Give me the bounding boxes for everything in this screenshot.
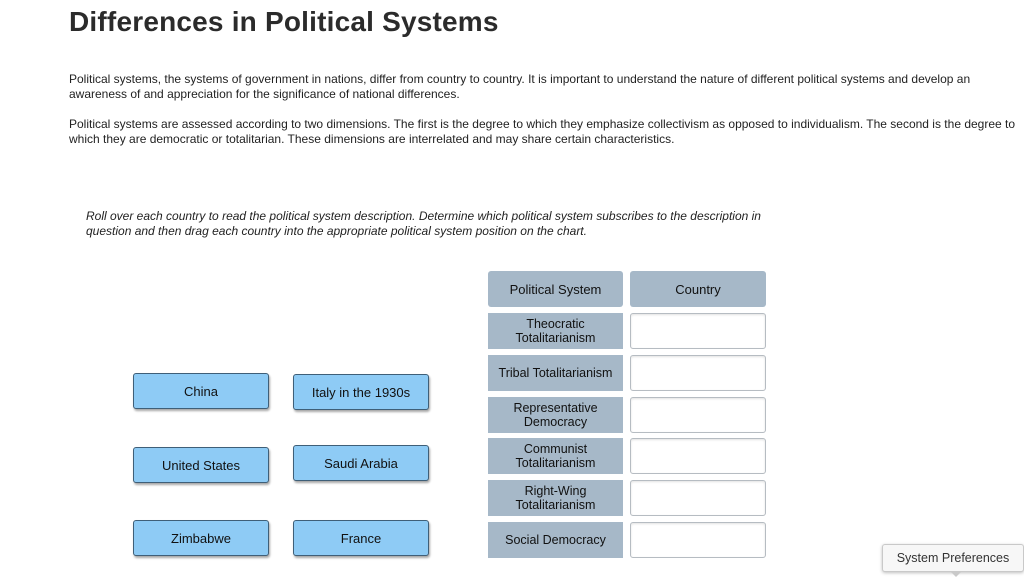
- system-cell-communist-totalitarianism: Communist Totalitarianism: [488, 438, 623, 474]
- page-title: Differences in Political Systems: [69, 6, 499, 37]
- country-tile-china[interactable]: China: [133, 373, 269, 409]
- country-drop-zone[interactable]: [630, 397, 766, 433]
- system-preferences-tooltip: System Preferences: [882, 544, 1024, 572]
- country-drop-zone[interactable]: [630, 355, 766, 391]
- country-tile-united-states[interactable]: United States: [133, 447, 269, 483]
- country-drop-zone[interactable]: [630, 313, 766, 349]
- system-cell-social-democracy: Social Democracy: [488, 522, 623, 558]
- country-header: Country: [630, 271, 766, 307]
- country-tile-italy-1930s[interactable]: Italy in the 1930s: [293, 374, 429, 410]
- system-cell-representative-democracy: Representative Democracy: [488, 397, 623, 433]
- system-cell-right-wing-totalitarianism: Right-Wing Totalitarianism: [488, 480, 623, 516]
- instructions-text: Roll over each country to read the political system description. Determine which political system subscribes to the description in question and then drag each country into the appropriate political system position on the chart.: [86, 209, 761, 238]
- system-cell-tribal-totalitarianism: Tribal Totalitarianism: [488, 355, 623, 391]
- country-tile-france[interactable]: France: [293, 520, 429, 556]
- intro-paragraph-2: Political systems are assessed according to two dimensions. The first is the degree to which they emphasize collectivism as opposed to individualism. The second is the degree to which they are democratic or totalitarian. These dimensions are interrelated and may share certain characteristics.: [69, 117, 1016, 146]
- intro-paragraph-1: Political systems, the systems of government in nations, differ from country to country. It is important to understand the nature of different political systems and develop an awareness of and appreciation for the significance of national differences.: [69, 72, 971, 101]
- country-drop-zone[interactable]: [630, 522, 766, 558]
- country-tile-zimbabwe[interactable]: Zimbabwe: [133, 520, 269, 556]
- system-cell-theocratic-totalitarianism: Theocratic Totalitarianism: [488, 313, 623, 349]
- country-drop-zone[interactable]: [630, 480, 766, 516]
- political-system-header: Political System: [488, 271, 623, 307]
- tooltip-pointer: [950, 571, 962, 577]
- country-drop-zone[interactable]: [630, 438, 766, 474]
- country-tile-saudi-arabia[interactable]: Saudi Arabia: [293, 445, 429, 481]
